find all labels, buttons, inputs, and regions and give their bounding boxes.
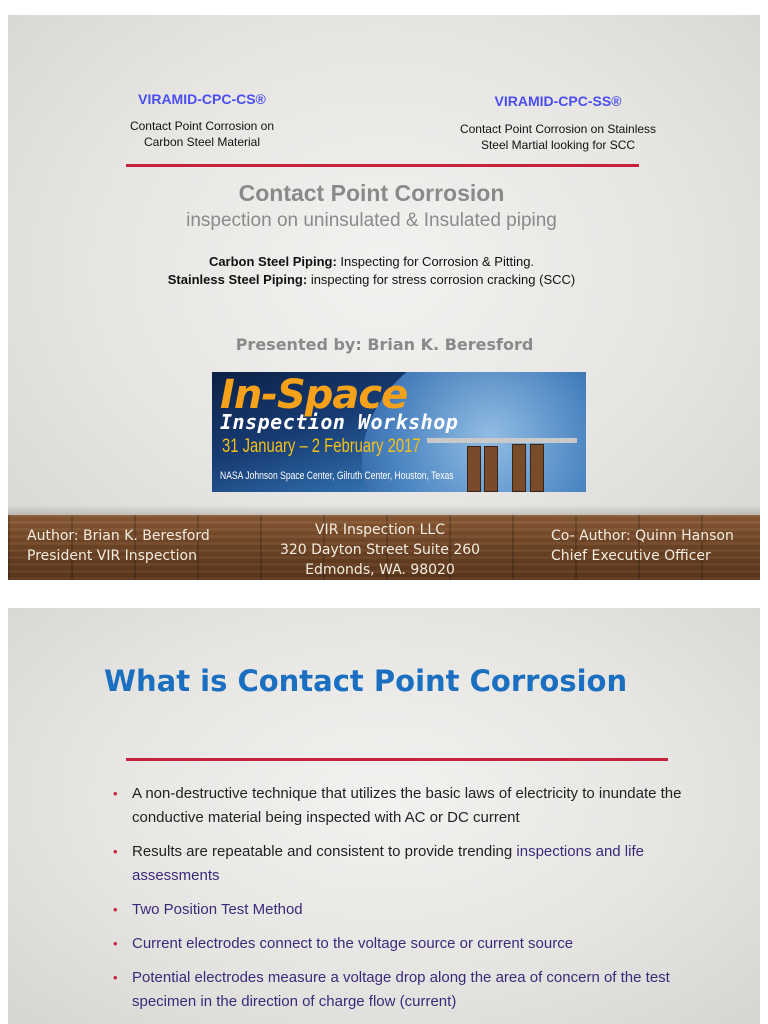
author-info	[27, 526, 210, 566]
list-item	[111, 932, 691, 956]
right-product-line2: Steel Martial looking for SCC	[480, 138, 636, 152]
bullet-highlight: Current electrodes connect to the voltage source or current source	[132, 935, 574, 952]
list-item	[111, 840, 691, 888]
bullet-highlight: Two Position Test Method	[132, 901, 303, 918]
right-product-line1: Contact Point Corrosion on Stainless	[459, 122, 657, 136]
left-product-line2: Carbon Steel Material	[143, 135, 261, 149]
right-product-title: VIRAMID-CPC-SS®	[494, 93, 622, 109]
piping-text: Inspecting for Corrosion & Pitting.	[336, 254, 535, 269]
bullet-text: Results are repeatable and consistent to provide trending	[132, 843, 517, 860]
left-product-line1: Contact Point Corrosion on	[129, 119, 275, 133]
company-line2: 320 Dayton Street Suite 260	[279, 542, 481, 558]
title-slide	[8, 15, 760, 580]
list-item	[111, 782, 691, 830]
presented-by: Presented by: Brian K. Beresford	[235, 335, 534, 354]
list-item	[111, 898, 691, 922]
bullet-highlight: Potential electrodes measure a voltage drop along the area of concern of the test specimen in the direction of charge flow (current)	[132, 969, 670, 1010]
bullet-list	[111, 782, 691, 1024]
banner-subtitle: Inspection Workshop	[220, 410, 459, 434]
banner-location: NASA Johnson Space Center, Gilruth Center, Houston, Texas	[220, 470, 454, 482]
solar-panel	[530, 444, 544, 492]
left-product-title: VIRAMID-CPC-CS®	[138, 91, 266, 107]
slide-subtitle: inspection on uninsulated & Insulated piping	[186, 210, 557, 231]
piping-text: inspecting for stress corrosion cracking (SCC)	[307, 272, 576, 287]
bullet-dot-icon: •	[113, 970, 118, 985]
bullet-dot-icon: •	[113, 902, 118, 917]
piping-label: Stainless Steel Piping:	[167, 272, 308, 287]
coauthor-info	[551, 526, 734, 566]
piping-label: Carbon Steel Piping:	[208, 254, 337, 269]
left-product-description	[102, 118, 302, 150]
coauthor-line2: Chief Executive Officer	[551, 548, 711, 564]
piping-line-carbon	[8, 253, 735, 271]
divider-rule	[126, 758, 668, 761]
company-line3: Edmonds, WA. 98020	[305, 562, 455, 578]
floor-shadow	[8, 505, 760, 515]
right-product-description	[438, 121, 678, 153]
solar-panel	[484, 446, 498, 492]
solar-panel	[467, 446, 481, 492]
bullet-highlight: inspections and life assessments	[132, 843, 644, 884]
bullet-dot-icon: •	[113, 936, 118, 951]
company-line1: VIR Inspection LLC	[314, 522, 446, 538]
bullet-dot-icon: •	[113, 786, 118, 801]
company-info	[270, 520, 490, 580]
list-item	[111, 966, 691, 1014]
station-truss	[427, 438, 577, 443]
content-slide	[8, 608, 760, 1024]
banner-title: In-Space	[220, 372, 408, 418]
piping-summary	[8, 253, 735, 289]
wood-floor-footer	[8, 515, 760, 580]
slide-title: Contact Point Corrosion	[238, 180, 505, 206]
solar-panel	[512, 444, 526, 492]
workshop-banner	[212, 372, 586, 492]
bullet-dot-icon: •	[113, 844, 118, 859]
divider-rule	[126, 164, 639, 167]
bullet-text: A non-destructive technique that utilizes the basic laws of electricity to inundate the conductive material being inspected with AC or DC current	[132, 785, 682, 826]
slide-title: What is Contact Point Corrosion	[104, 664, 628, 698]
coauthor-line1: Co- Author: Quinn Hanson	[551, 528, 734, 544]
banner-dates: 31 January – 2 February 2017	[222, 436, 421, 457]
piping-line-stainless	[8, 271, 735, 289]
author-line1: Author: Brian K. Beresford	[27, 528, 210, 544]
author-line2: President VIR Inspection	[27, 548, 197, 564]
